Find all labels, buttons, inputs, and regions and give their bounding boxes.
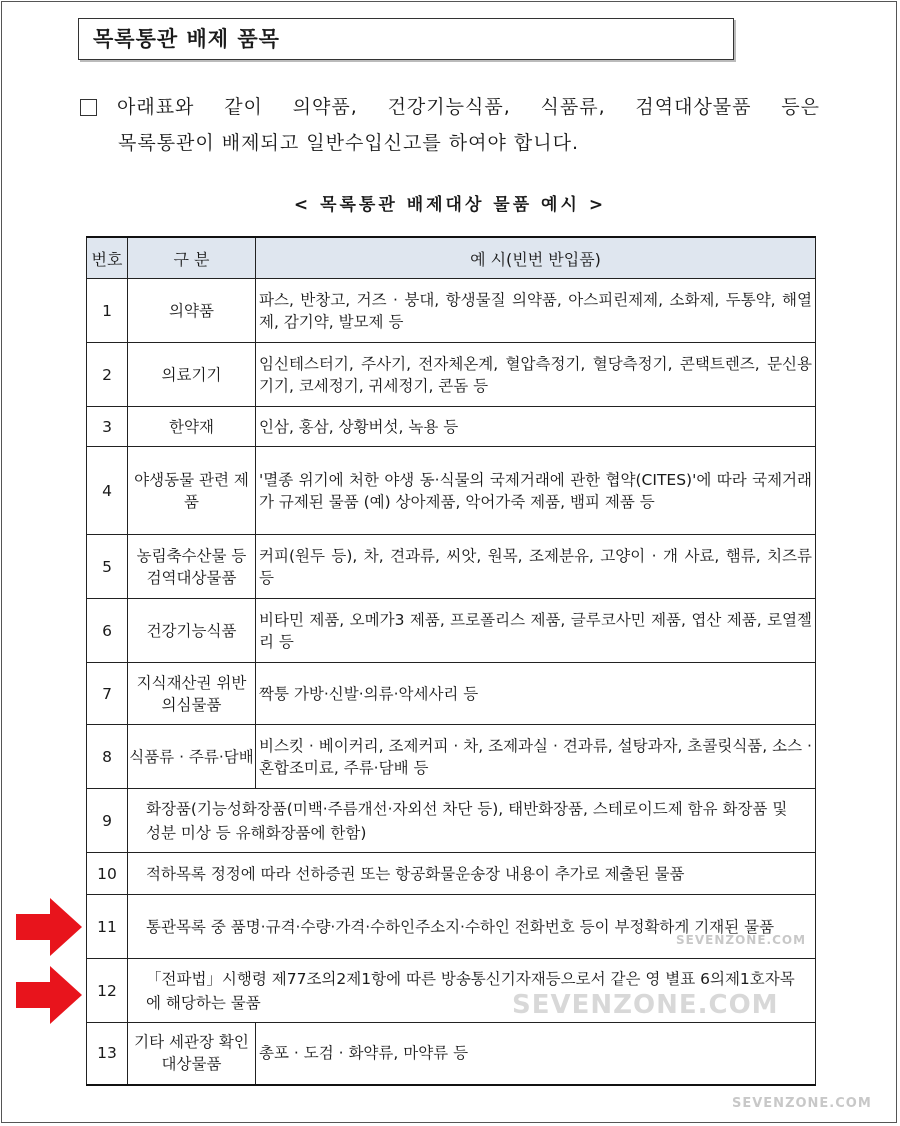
row-number: 10 — [87, 853, 128, 895]
row-category: 의료기기 — [128, 343, 256, 407]
row-examples: 비스킷 · 베이커리, 조제커피 · 차, 조제과실 · 견과류, 설탕과자, 초콜릿식품, 소스 · 혼합조미료, 주류·담배 등 — [256, 725, 816, 789]
row-merged-description: 통관목록 중 품명·규격·수량·가격·수하인주소지·수하인 전화번호 등이 부정확하게 기재된 물품 — [128, 895, 816, 959]
row-number: 5 — [87, 535, 128, 599]
row-number: 4 — [87, 447, 128, 535]
row-examples: '멸종 위기에 처한 야생 동·식물의 국제거래에 관한 협약(CITES)'에 따라 국제거래가 규제된 물품 (예) 상아제품, 악어가죽 제품, 뱀피 제품 등 — [256, 447, 816, 535]
row-merged-description: 「전파법」시행령 제77조의2제1항에 따른 방송통신기자재등으로서 같은 영 별표 6의제1호자목에 해당하는 물품 — [128, 959, 816, 1023]
row-category: 농림축수산물 등 검역대상물품 — [128, 535, 256, 599]
row-number: 13 — [87, 1023, 128, 1085]
row-merged-description: 화장품(기능성화장품(미백·주름개선·자외선 차단 등), 태반화장품, 스테로이드제 함유 화장품 및 성분 미상 등 유해화장품에 한함) — [128, 789, 816, 853]
row-category: 의약품 — [128, 279, 256, 343]
table-row — [87, 447, 816, 535]
row-category: 식품류 · 주류·담배 — [128, 725, 256, 789]
row-merged-description: 적하목록 정정에 따라 선하증권 또는 항공화물운송장 내용이 추가로 제출된 물품 — [128, 853, 816, 895]
row-examples: 파스, 반창고, 거즈 · 붕대, 항생물질 의약품, 아스피린제제, 소화제, 두통약, 해열제, 감기약, 발모제 등 — [256, 279, 816, 343]
intro-line-2: 목록통관이 배제되고 일반수입신고를 하여야 합니다. — [118, 132, 579, 154]
header-category: 구 분 — [128, 237, 256, 279]
table-caption: < 목록통관 배제대상 물품 예시 > — [293, 195, 607, 215]
row-number: 6 — [87, 599, 128, 663]
table-row — [87, 725, 816, 789]
row-number: 9 — [87, 789, 128, 853]
table-row — [87, 279, 816, 343]
row-number: 8 — [87, 725, 128, 789]
table-row — [87, 663, 816, 725]
intro-paragraph — [80, 94, 820, 156]
exclusion-table — [86, 236, 816, 1086]
watermark: SEVENZONE.COM — [512, 990, 779, 1020]
row-number: 11 — [87, 895, 128, 959]
table-row — [87, 535, 816, 599]
table-row — [87, 343, 816, 407]
row-category: 기타 세관장 확인대상물품 — [128, 1023, 256, 1085]
arrow-right-icon — [16, 898, 84, 956]
table-header-row — [87, 237, 816, 279]
row-category: 야생동물 관련 제품 — [128, 447, 256, 535]
table-body — [87, 279, 816, 1085]
row-examples: 인삼, 홍삼, 상황버섯, 녹용 등 — [256, 407, 816, 447]
table-row — [87, 407, 816, 447]
row-category: 한약재 — [128, 407, 256, 447]
watermark: SEVENZONE.COM — [676, 933, 807, 947]
table-row — [87, 1023, 816, 1085]
header-examples: 예 시(빈번 반입품) — [256, 237, 816, 279]
table-row — [87, 895, 816, 959]
page-title: 목록통관 배제 품목 — [78, 18, 734, 60]
arrow-right-icon — [16, 966, 84, 1024]
row-number: 1 — [87, 279, 128, 343]
row-examples: 비타민 제품, 오메가3 제품, 프로폴리스 제품, 글루코사민 제품, 엽산 제품, 로열젤리 등 — [256, 599, 816, 663]
row-number: 3 — [87, 407, 128, 447]
header-number: 번호 — [87, 237, 128, 279]
row-examples: 커피(원두 등), 차, 견과류, 씨앗, 원목, 조제분유, 고양이 · 개 사료, 햄류, 치즈류 등 — [256, 535, 816, 599]
watermark: SEVENZONE.COM — [732, 1096, 872, 1111]
row-examples: 총포 · 도검 · 화약류, 마약류 등 — [256, 1023, 816, 1085]
row-number: 2 — [87, 343, 128, 407]
table-row — [87, 599, 816, 663]
row-examples: 짝퉁 가방·신발·의류·악세사리 등 — [256, 663, 816, 725]
row-category: 건강기능식품 — [128, 599, 256, 663]
table-row — [87, 853, 816, 895]
row-examples: 임신테스터기, 주사기, 전자체온계, 혈압측정기, 혈당측정기, 콘택트렌즈, 문신용기기, 코세정기, 귀세정기, 콘돔 등 — [256, 343, 816, 407]
row-number: 12 — [87, 959, 128, 1023]
intro-line-1: 아래표와 같이 의약품, 건강기능식품, 식품류, 검역대상물품 등은 — [117, 96, 820, 118]
row-number: 7 — [87, 663, 128, 725]
table-row — [87, 789, 816, 853]
row-category: 지식재산권 위반 의심물품 — [128, 663, 256, 725]
checkbox-icon — [80, 99, 97, 116]
